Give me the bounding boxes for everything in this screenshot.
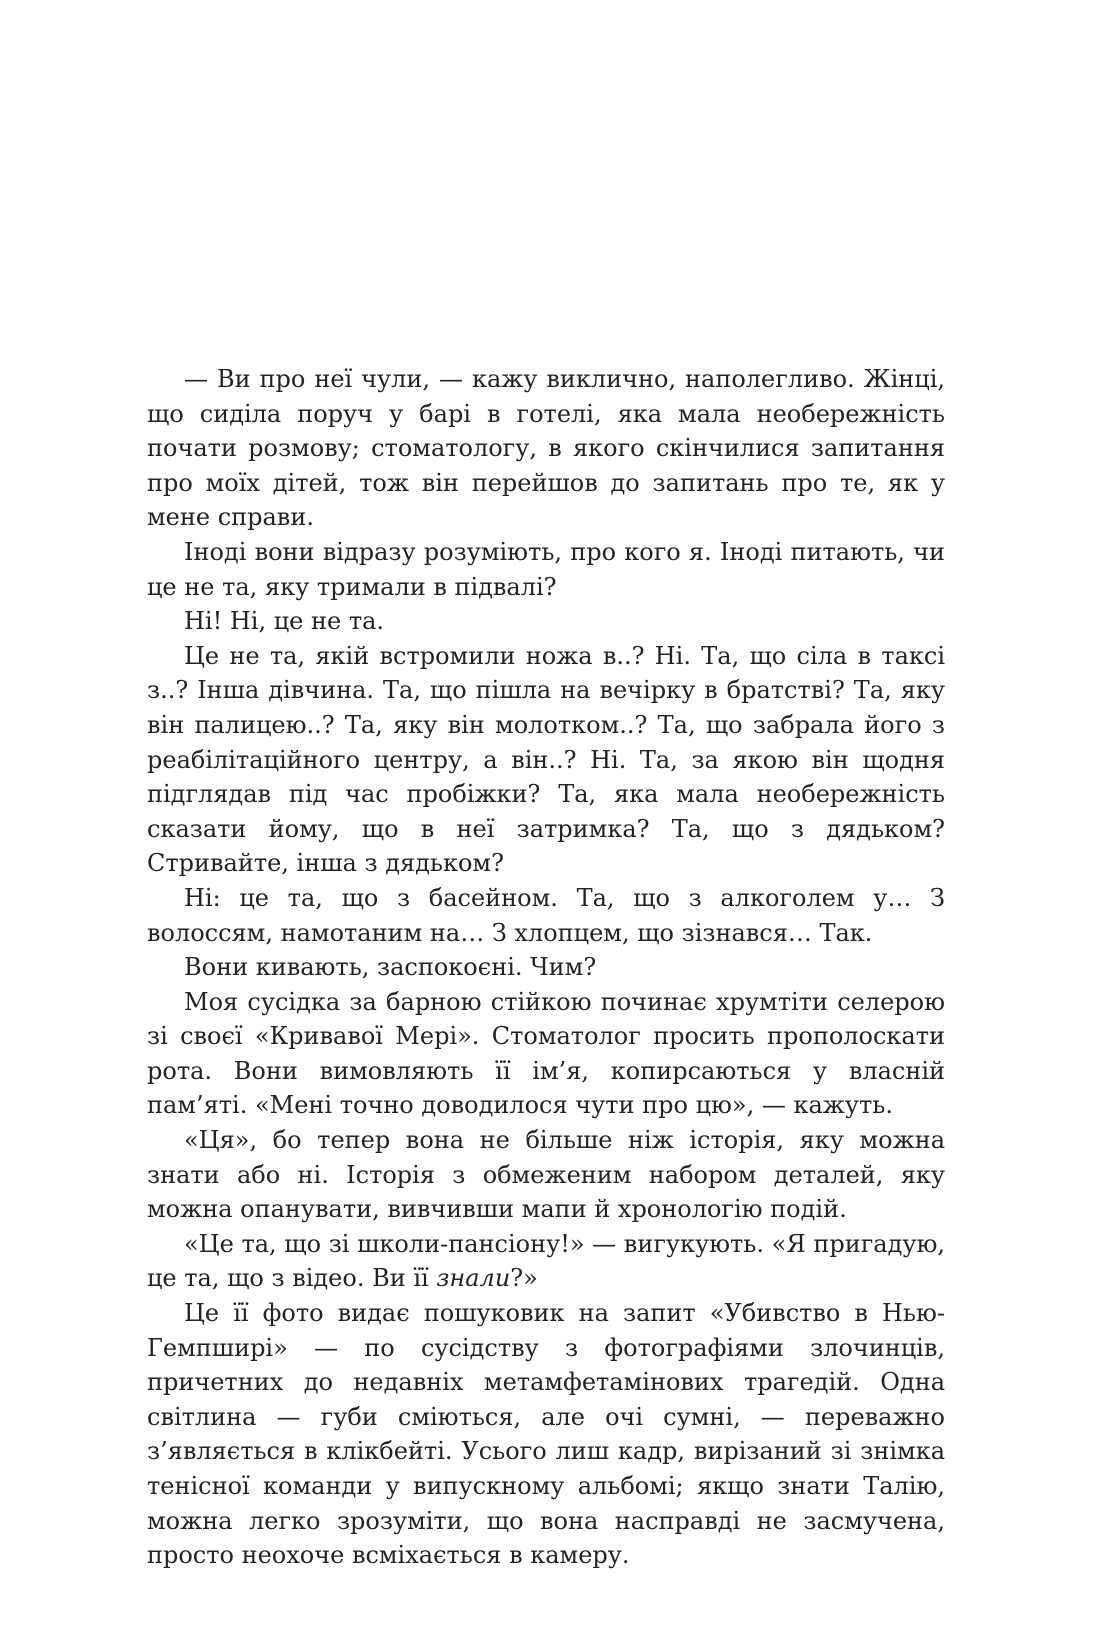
paragraph: Вони кивають, заспокоєні. Чим? bbox=[184, 953, 597, 982]
paragraph: «Ця», бо тепер вона не більше ніж історія, яку можна знати або ні. Історія з обмеженим набором деталей, яку можна опанувати, вивчивши мапи й хронологію подій. bbox=[147, 1126, 945, 1224]
paragraph-text: «Це та, що зі школи-пансіону!» — вигукують. «Я пригадую, це та, що з відео. Ви її bbox=[147, 1229, 945, 1293]
paragraph: Ні: це та, що з басейном. Та, що з алкоголем у… З волоссям, намотаним на… З хлопцем, що зізнався… Так. bbox=[147, 883, 945, 947]
paragraph: Іноді вони відразу розуміють, про кого я. Іноді питають, чи це не та, яку тримали в підвалі? bbox=[147, 537, 945, 601]
paragraph: Ні! Ні, це не та. bbox=[184, 607, 385, 636]
paragraph: Це її фото видає пошуковик на запит «Убивство в Нью-Гемпширі» — по сусідству з фотографіями злочинців, причетних до недавніх метамфетамінових трагедій. Одна світлина — губи сміються, але очі сумні, — переважно з’являється в клікбейті. Усього лиш кадр, вирізаний зі знімка тенісної команди у випускному альбомі; якщо знати Талію, можна легко зрозуміти, що вона насправді не засмучена, просто неохоче всміхається в камеру. bbox=[147, 1299, 945, 1570]
italic-emphasis: знали bbox=[436, 1264, 511, 1293]
paragraph-text: ?» bbox=[510, 1264, 538, 1293]
paragraph: Моя сусідка за барною стійкою починає хрумтіти селерою зі своєї «Кривавої Мері». Стоматолог просить прополоскати рота. Вони вимовляють її ім’я, копирсаються у власній пам’яті. «Мені точно доводилося чути про цю», — кажуть. bbox=[147, 987, 945, 1120]
paragraph: — Ви про неї чули, — кажу виклично, наполегливо. Жінці, що сиділа поруч у барі в готелі, яка мала необережність почати розмову; стоматологу, в якого скінчилися запитання про моїх дітей, тож він перейшов до запитань про те, як у мене справи. bbox=[147, 365, 945, 532]
paragraph bbox=[147, 1227, 945, 1296]
paragraph: Це не та, якій встромили ножа в..? Ні. Та, що сіла в таксі з..? Інша дівчина. Та, що пішла на вечірку в братстві? Та, яку він палицею..? Та, яку він молотком..? Та, що забрала його з реабілітаційного центру, а він..? Ні. Та, за якою він щодня підглядав під час пробіжки? Та, яка мала необережність сказати йому, що в неї затримка? Та, що з дядьком? Стривайте, інша з дядьком? bbox=[147, 641, 945, 878]
body-text bbox=[147, 362, 945, 1573]
